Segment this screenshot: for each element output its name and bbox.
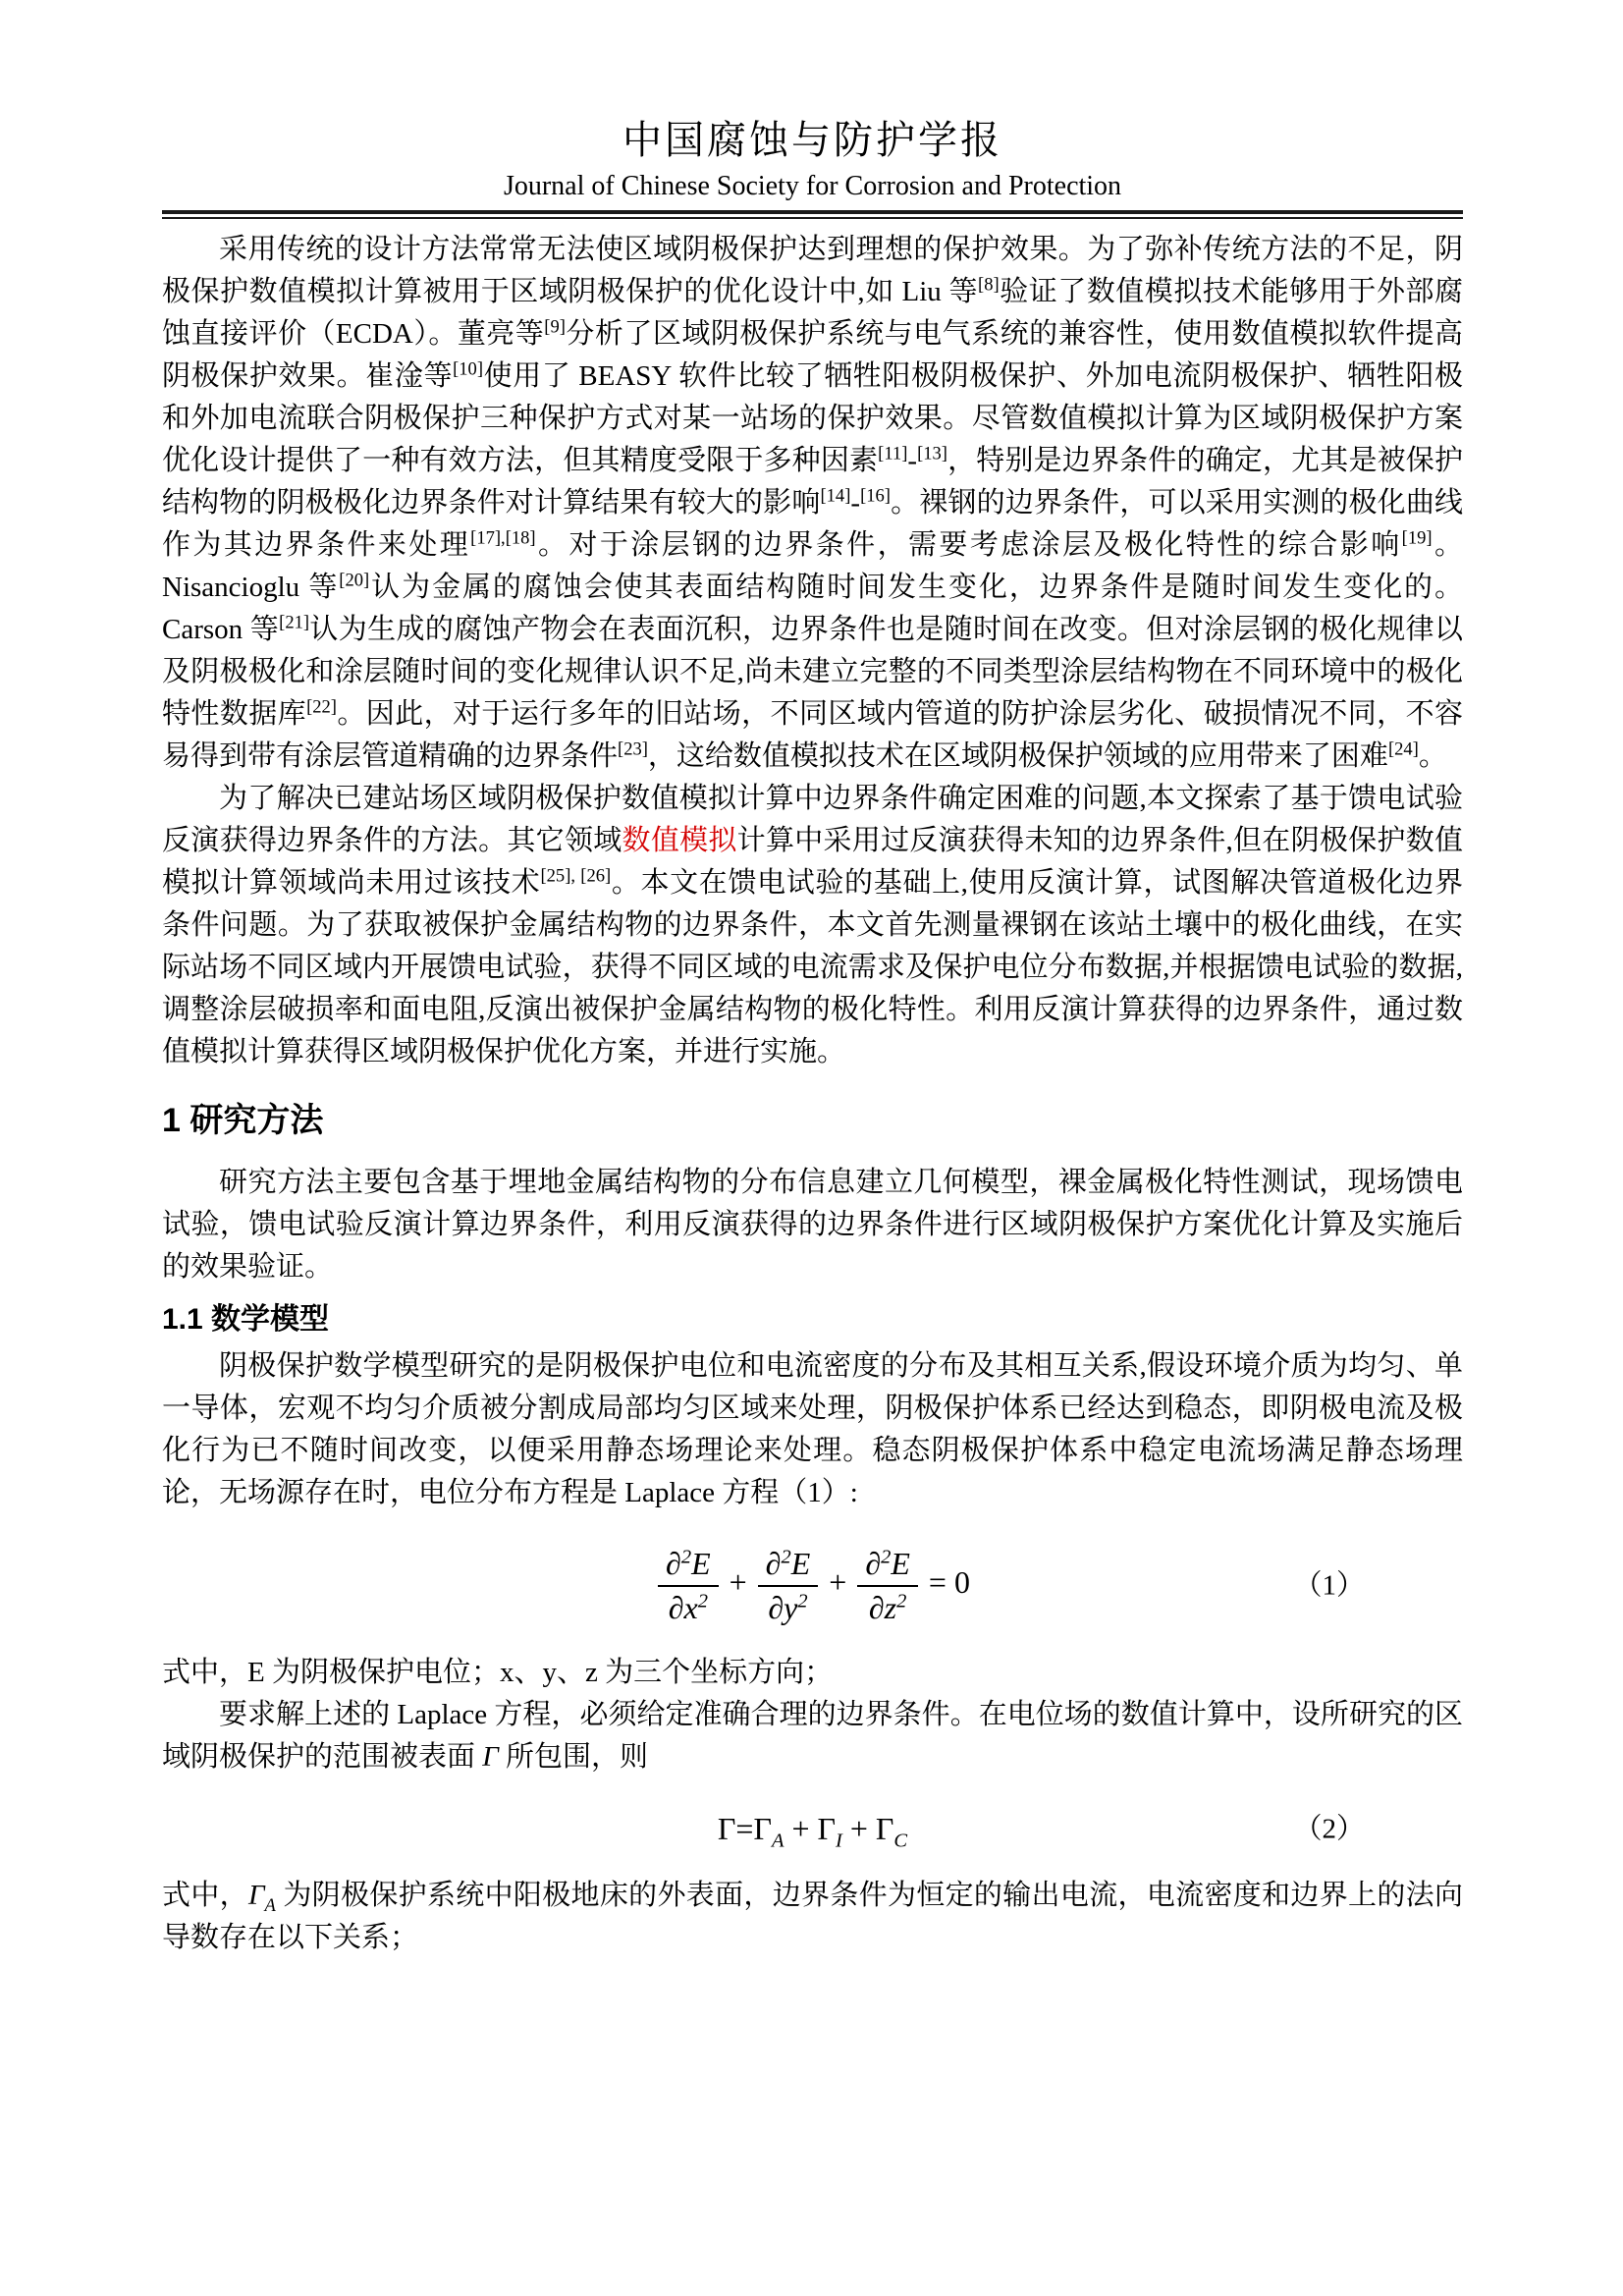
italic-symbol: ∂: [865, 1546, 882, 1581]
reference-superscript: [8]: [978, 274, 1000, 296]
methods-overview-paragraph: 研究方法主要包含基于埋地金属结构物的分布信息建立几何模型，裸金属极化特性测试，现场馈电试验，馈电试验反演计算边界条件，利用反演获得的边界条件进行区域阴极保护方案优化计算及实施后的效果验证。: [162, 1167, 1463, 1283]
journal-header: [162, 118, 1463, 219]
italic-symbol: Γ: [247, 1879, 265, 1911]
fraction: [658, 1546, 719, 1626]
reference-superscript: [23]: [618, 738, 648, 760]
equation-2: [162, 1800, 1463, 1859]
fraction-numerator: [758, 1546, 819, 1587]
subsection-heading-1-1: 1.1 数学模型: [162, 1303, 330, 1336]
math-model-paragraph: 阴极保护数学模型研究的是阴极保护电位和电流密度的分布及其相互关系,假设环境介质为均匀、单一导体，宏观不均匀介质被分割成局部均匀区域来处理，阴极保护体系已经达到稳态，即阴极电流及极化行为已不随时间改变，以便采用静态场理论来处理。稳态阴极保护体系中稳定电流场满足静态场理论，无场源存在时，电位分布方程是 Laplace 方程（1）:: [162, 1350, 1463, 1508]
equation-1-note: 式中，E 为阴极保护电位；x、y、z 为三个坐标方向；: [162, 1656, 834, 1688]
subscript: A: [771, 1829, 784, 1851]
equation-number: （2）: [1293, 1813, 1365, 1845]
reference-superscript: [14]: [820, 485, 851, 507]
italic-symbol: E: [891, 1546, 910, 1581]
exponent: 2: [797, 1590, 808, 1613]
equation-number: （1）: [1293, 1569, 1365, 1602]
equation-1: [162, 1536, 1463, 1636]
subscript: A: [264, 1894, 276, 1916]
subscript: C: [893, 1829, 908, 1851]
reference-superscript: [17],[18]: [470, 527, 536, 549]
reference-superscript: [21]: [279, 612, 310, 633]
exponent: 2: [680, 1546, 692, 1568]
fraction: [857, 1546, 918, 1626]
reference-superscript: [9]: [544, 316, 566, 338]
equation-body: $\Gamma=\Gamma_A + \Gamma_I + \Gamma_C$: [717, 1810, 908, 1851]
reference-superscript: [16]: [860, 485, 891, 507]
fraction-numerator: [857, 1546, 918, 1587]
intro-paragraph-2: 为了解决已建站场区域阴极保护数值模拟计算中边界条件确定困难的问题,本文探索了基于馈电试验反演获得边界条件的方法。其它领域数值模拟计算中采用过反演获得未知的边界条件,但在阴极保护数值模拟计算领域尚未用过该技术[25], [26]。本文在馈电试验的基础上,使用反演计算，试图解决管道极化边界条件问题。为了获取被保护金属结构物的边界条件，本文首先测量裸钢在该站土壤中的极化曲线，在实际站场不同区域内开展馈电试验，获得不同区域的电流需求及保护电位分布数据,并根据馈电试验的数据,调整涂层破损率和面电阻,反演出被保护金属结构物的极化特性。利用反演计算获得的边界条件，通过数值模拟计算获得区域阴极保护优化方案，并进行实施。: [162, 783, 1463, 1067]
article-body: [162, 229, 1463, 1959]
reference-superscript: [25], [26]: [540, 865, 612, 887]
highlighted-text: 数值模拟: [622, 825, 737, 856]
exponent: 2: [896, 1590, 907, 1613]
exponent: 2: [697, 1590, 708, 1613]
italic-symbol: Γ: [482, 1740, 499, 1773]
reference-superscript: [10]: [453, 358, 483, 380]
fraction-denominator: [758, 1587, 819, 1626]
intro-paragraph-1: 采用传统的设计方法常常无法使区域阴极保护达到理想的保护效果。为了弥补传统方法的不足，阴极保护数值模拟计算被用于区域阴极保护的优化设计中,如 Liu 等[8]验证了数值模拟技术能够用于外部腐蚀直接评价（ECDA）。董亮等[9]分析了区域阴极保护系统与电气系统的兼容性，使用数值模拟软件提高阴极保护效果。崔淦等[10]使用了 BEASY 软件比较了牺牲阳极阴极保护、外加电流阴极保护、牺牲阳极和外加电流联合阴极保护三种保护方式对某一站场的保护效果。尽管数值模拟计算为区域阴极保护方案优化设计提供了一种有效方法，但其精度受限于多种因素[11]-[13]，特别是边界条件的确定，尤其是被保护结构物的阴极极化边界条件对计算结果有较大的影响[14]-[16]。裸钢的边界条件，可以采用实测的极化曲线作为其边界条件来处理[17],[18]。对于涂层钢的边界条件，需要考虑涂层及极化特性的综合影响[19]。Nisancioglu 等[20]认为金属的腐蚀会使其表面结构随时间发生变化，边界条件是随时间发生变化的。Carson 等[21]认为生成的腐蚀产物会在表面沉积，边界条件也是随时间在改变。但对涂层钢的极化规律以及阴极极化和涂层随时间的变化规律认识不足,尚未建立完整的不同类型涂层结构物在不同环境中的极化特性数据库[22]。因此，对于运行多年的旧站场，不同区域内管道的防护涂层劣化、破损情况不同，不容易得到带有涂层管道精确的边界条件[23]，这给数值模拟技术在区域阴极保护领域的应用带来了困难[24]。: [162, 234, 1463, 772]
reference-superscript: [19]: [1401, 527, 1433, 549]
italic-symbol: ∂: [666, 1546, 681, 1581]
reference-superscript: [11]: [878, 443, 908, 465]
reference-superscript: [22]: [306, 696, 337, 718]
italic-symbol: ∂y: [768, 1589, 798, 1625]
journal-title-zh: 中国腐蚀与防护学报: [622, 118, 1002, 162]
italic-symbol: ∂z: [868, 1589, 897, 1625]
laplace-boundary-paragraph: 要求解上述的 Laplace 方程，必须给定准确合理的边界条件。在电位场的数值计算中，设所研究的区域阴极保护的范围被表面 Γ 所包围，则: [162, 1698, 1463, 1773]
fraction: [758, 1546, 819, 1626]
exponent: 2: [781, 1546, 791, 1568]
italic-symbol: ∂: [765, 1546, 782, 1581]
subscript: I: [836, 1829, 842, 1851]
journal-title-en: Journal of Chinese Society for Corrosion and Protection: [503, 171, 1122, 201]
header-rule: [162, 210, 1463, 219]
fraction-denominator: [658, 1587, 719, 1626]
reference-superscript: [24]: [1387, 738, 1419, 760]
reference-superscript: [13]: [917, 443, 947, 465]
equation-body: $\frac{\partial^2E}{\partial x^2}$ + $\frac{\partial^2E}{\partial y^2}$ + $\frac{\partial^2E}{\partial z^2}$ = 0: [655, 1536, 970, 1636]
italic-symbol: ∂x: [668, 1589, 698, 1625]
fraction-denominator: [857, 1587, 918, 1626]
fraction-numerator: [658, 1546, 719, 1587]
reference-superscript: [20]: [339, 570, 370, 591]
equation-2-note: 式中，$\Gamma_A$ 为阴极保护系统中阳极地床的外表面，边界条件为恒定的输出电流，电流密度和边界上的法向导数存在以下关系；: [162, 1879, 1463, 1953]
section-heading-1: 1 研究方法: [162, 1102, 324, 1139]
italic-symbol: E: [790, 1546, 811, 1581]
italic-symbol: E: [691, 1546, 711, 1581]
exponent: 2: [881, 1546, 892, 1568]
